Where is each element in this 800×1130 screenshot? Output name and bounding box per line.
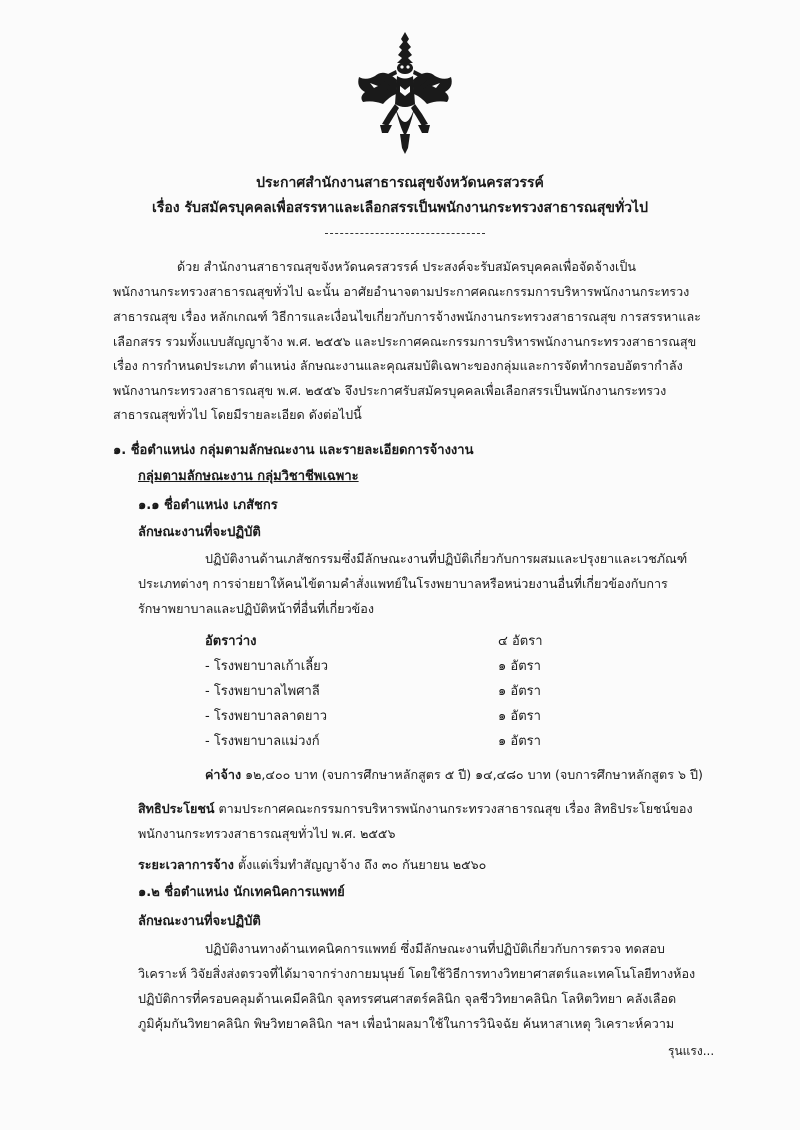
duty-line: วิเคราะห์ วิจัยสิ่งส่งตรวจที่ได้มาจากร่างกายมนุษย์ โดยใช้วิธีการทางวิทยาศาสตร์และเทคโนโลยีทางห้อง: [138, 966, 696, 981]
hospital-name: - โรงพยาบาลแม่วงก์: [205, 734, 320, 749]
benefit-text: ตามประกาศคณะกรรมการบริหารพนักงานกระทรวงสาธารณสุข เรื่อง สิทธิประโยชน์ของ: [214, 801, 693, 816]
section-heading: ๑. ชื่อตำแหน่ง กลุ่มตามลักษณะงาน และรายละเอียดการจ้างงาน: [113, 443, 474, 458]
duty-heading: ลักษณะงานที่จะปฏิบัติ: [138, 525, 261, 540]
hospital-name: - โรงพยาบาลเก้าเลี้ยว: [205, 659, 329, 674]
intro-line: เรื่อง การกำหนดประเภท ตำแหน่ง ลักษณะงานและคุณสมบัติเฉพาะของกลุ่มและการจัดทำกรอบอัตรากำลัง: [113, 358, 683, 373]
hospital-name: - โรงพยาบาลไพศาลี: [205, 684, 320, 699]
period-text: ตั้งแต่เริ่มทำสัญญาจ้าง ถึง ๓๐ กันยายน ๒๕๖๐: [233, 857, 487, 872]
hospital-name: - โรงพยาบาลลาดยาว: [205, 709, 328, 724]
vacancy-count: ๑ อัตรา: [498, 684, 541, 699]
benefit-line: [138, 800, 693, 818]
period-label: ระยะเวลาการจ้าง: [138, 857, 234, 872]
duty-line: ปฏิบัติการที่ครอบคลุมด้านเคมีคลินิก จุลทรรศนศาสตร์คลินิก จุลชีววิทยาคลินิก โลหิตวิทยา คลังเลือด: [138, 991, 677, 1006]
intro-line: พนักงานกระทรวงสาธารณสุขทั่วไป ฉะนั้น อาศัยอำนาจตามประกาศคณะกรรมการบริหารพนักงานกระทรวง: [113, 284, 690, 299]
vacancy-total: ๔ อัตรา: [498, 634, 543, 649]
duty-line: ภูมิคุ้มกันวิทยาคลินิก พิษวิทยาคลินิก ฯลฯ เพื่อนำผลมาใช้ในการวินิจฉัย ค้นหาสาเหตุ วิเคราะห์ความ: [138, 1016, 675, 1031]
garuda-emblem: [350, 30, 460, 158]
wage-line: [205, 766, 703, 784]
vacancy-label: อัตราว่าง: [205, 634, 257, 649]
duty-heading: ลักษณะงานที่จะปฏิบัติ: [138, 914, 261, 929]
group-heading: กลุ่มตามลักษณะงาน กลุ่มวิชาชีพเฉพาะ: [138, 469, 359, 484]
position-heading: ๑.๑ ชื่อตำแหน่ง เภสัชกร: [138, 498, 278, 513]
continued-marker: รุนแรง...: [668, 1044, 715, 1058]
intro-line: สาธารณสุข เรื่อง หลักเกณฑ์ วิธีการและเงื่อนไขเกี่ยวกับการจ้างพนักงานกระทรวงสาธารณสุข การสรรหาและ: [113, 309, 701, 324]
intro-line: ด้วย สำนักงานสาธารณสุขจังหวัดนครสวรรค์ ประสงค์จะรับสมัครบุคคลเพื่อจัดจ้างเป็น: [177, 259, 636, 274]
benefit-label: สิทธิประโยชน์: [138, 801, 215, 816]
announcement-title: ประกาศสำนักงานสาธารณสุขจังหวัดนครสวรรค์: [256, 175, 544, 191]
duty-line: รักษาพยาบาลและปฏิบัติหน้าที่อื่นที่เกี่ยวข้อง: [138, 601, 374, 616]
vacancy-count: ๑ อัตรา: [498, 659, 541, 674]
benefit-line-2: พนักงานกระทรวงสาธารณสุขทั่วไป พ.ศ. ๒๕๕๖: [138, 826, 396, 841]
position-heading: ๑.๒ ชื่อตำแหน่ง นักเทคนิคการแพทย์: [138, 885, 345, 900]
intro-line: พนักงานกระทรวงสาธารณสุข พ.ศ. ๒๕๕๖ จึงประกาศรับสมัครบุคคลเพื่อเลือกสรรเป็นพนักงานกระทรวง: [113, 383, 667, 398]
duty-line: ปฏิบัติงานทางด้านเทคนิคการแพทย์ ซึ่งมีลักษณะงานที่ปฏิบัติเกี่ยวกับการตรวจ ทดสอบ: [205, 941, 665, 956]
title-divider: [325, 233, 485, 234]
announcement-subject: เรื่อง รับสมัครบุคคลเพื่อสรรหาและเลือกสรรเป็นพนักงานกระทรวงสาธารณสุขทั่วไป: [152, 200, 648, 216]
period-line: [138, 856, 486, 874]
wage-label: ค่าจ้าง: [205, 767, 242, 782]
duty-line: ปฏิบัติงานด้านเภสัชกรรมซึ่งมีลักษณะงานที่ปฏิบัติเกี่ยวกับการผสมและปรุงยาและเวชภัณฑ์: [205, 551, 688, 566]
vacancy-count: ๑ อัตรา: [498, 734, 541, 749]
wage-text: ๑๒,๔๐๐ บาท (จบการศึกษาหลักสูตร ๕ ปี) ๑๔,๔๘๐ บาท (จบการศึกษาหลักสูตร ๖ ปี): [241, 767, 703, 782]
intro-line: เลือกสรร รวมทั้งแบบสัญญาจ้าง พ.ศ. ๒๕๕๖ และประกาศคณะกรรมการบริหารพนักงานกระทรวงสาธารณสุข: [113, 334, 697, 349]
duty-line: ประเภทต่างๆ การจ่ายยาให้คนไข้ตามคำสั่งแพทย์ในโรงพยาบาลหรือหน่วยงานอื่นที่เกี่ยวข้องกับการ: [138, 576, 668, 591]
vacancy-count: ๑ อัตรา: [498, 709, 541, 724]
intro-line: สาธารณสุขทั่วไป โดยมีรายละเอียด ดังต่อไปนี้: [113, 407, 362, 422]
